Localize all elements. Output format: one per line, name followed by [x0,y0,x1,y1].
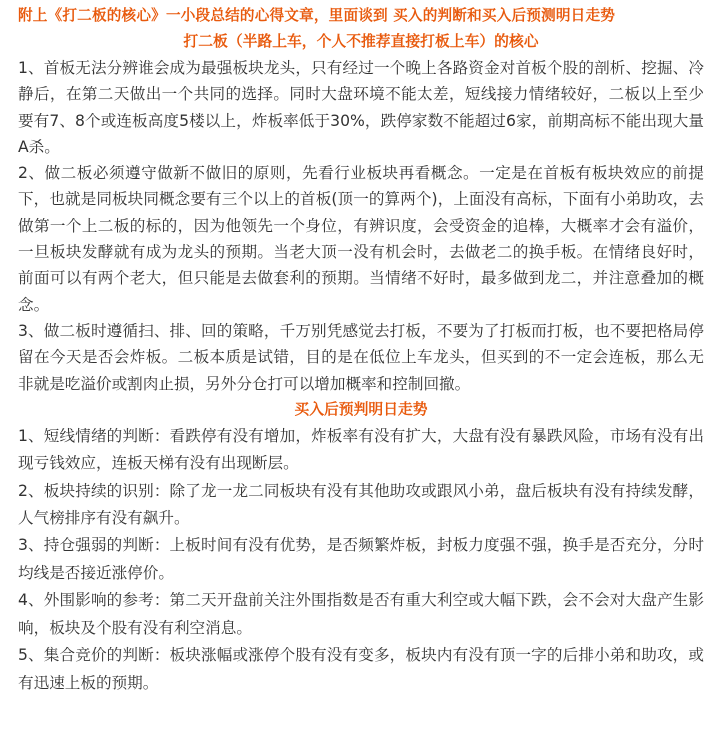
forecast-point-4: 4、外围影响的参考：第二天开盘前关注外围指数是否有重大利空或大幅下跌，会不会对大盘产生影响，板块及个股有没有利空消息。 [18,591,704,637]
section-core [18,29,704,397]
core-point-3: 3、做二板时遵循扫、排、回的策略，千万别凭感觉去打板，不要为了打板而打板，也不要把格局停留在今天是否会炸板。二板本质是试错，目的是在低位上车龙头，但买到的不一定会连板，那么无非就是吃溢价或割肉止损，另外分仓打可以增加概率和控制回撤。 [18,321,704,393]
section-core-title: 打二板（半路上车，个人不推荐直接打板上车）的核心 [183,33,539,50]
forecast-point-1: 1、短线情绪的判断：看跌停有没有增加，炸板率有没有扩大，大盘有没有暴跌风险，市场有没有出现亏钱效应，连板天梯有没有出现断层。 [18,426,704,473]
forecast-point-3: 3、持仓强弱的判断：上板时间有没有优势，是否频繁炸板，封板力度强不强，换手是否充分，分时均线是否接近涨停价。 [18,536,704,582]
intro-line: 附上《打二板的核心》一小段总结的心得文章，里面谈到 买入的判断和买入后预测明日走势 [18,7,616,24]
forecast-point-5: 5、集合竞价的判断：板块涨幅或涨停个股有没有变多，板块内有没有顶一字的后排小弟和助攻，或有迅速上板的预期。 [18,646,704,692]
core-point-2: 2、做二板必须遵守做新不做旧的原则，先看行业板块再看概念。一定是在首板有板块效应的前提下，也就是同板块同概念要有三个以上的首板(顶一的算两个)，上面没有高标，下面有小弟助攻，去做第一个上二板的标的，因为他领先一个身位，有辨识度，会受资金的追棒，大概率才会有溢价，一旦板块发酵就有成为龙头的预期。当老大顶一没有机会时，去做老二的换手板。在情绪良好时，前面可以有两个老大，但只能是去做套利的预期。当情绪不好时，最多做到龙二，并注意叠加的概念。 [18,164,704,314]
section-forecast-title: 买入后预判明日走势 [294,400,428,418]
section-forecast [18,397,704,697]
forecast-point-2: 2、板块持续的识别：除了龙一龙二同板块有没有其他助攻或跟风小弟，盘后板块有没有持续发酵，人气榜排序有没有飙升。 [18,481,704,528]
core-point-1: 1、首板无法分辨谁会成为最强板块龙头，只有经过一个晚上各路资金对首板个股的剖析、挖掘、冷静后，在第二天做出一个共同的选择。同时大盘环境不能太差，短线接力情绪较好，二板以上至少要有7、8个或连板高度5楼以上，炸板率低于30%，跌停家数不能超过6家，前期高标不能出现大量A杀。 [18,59,704,156]
